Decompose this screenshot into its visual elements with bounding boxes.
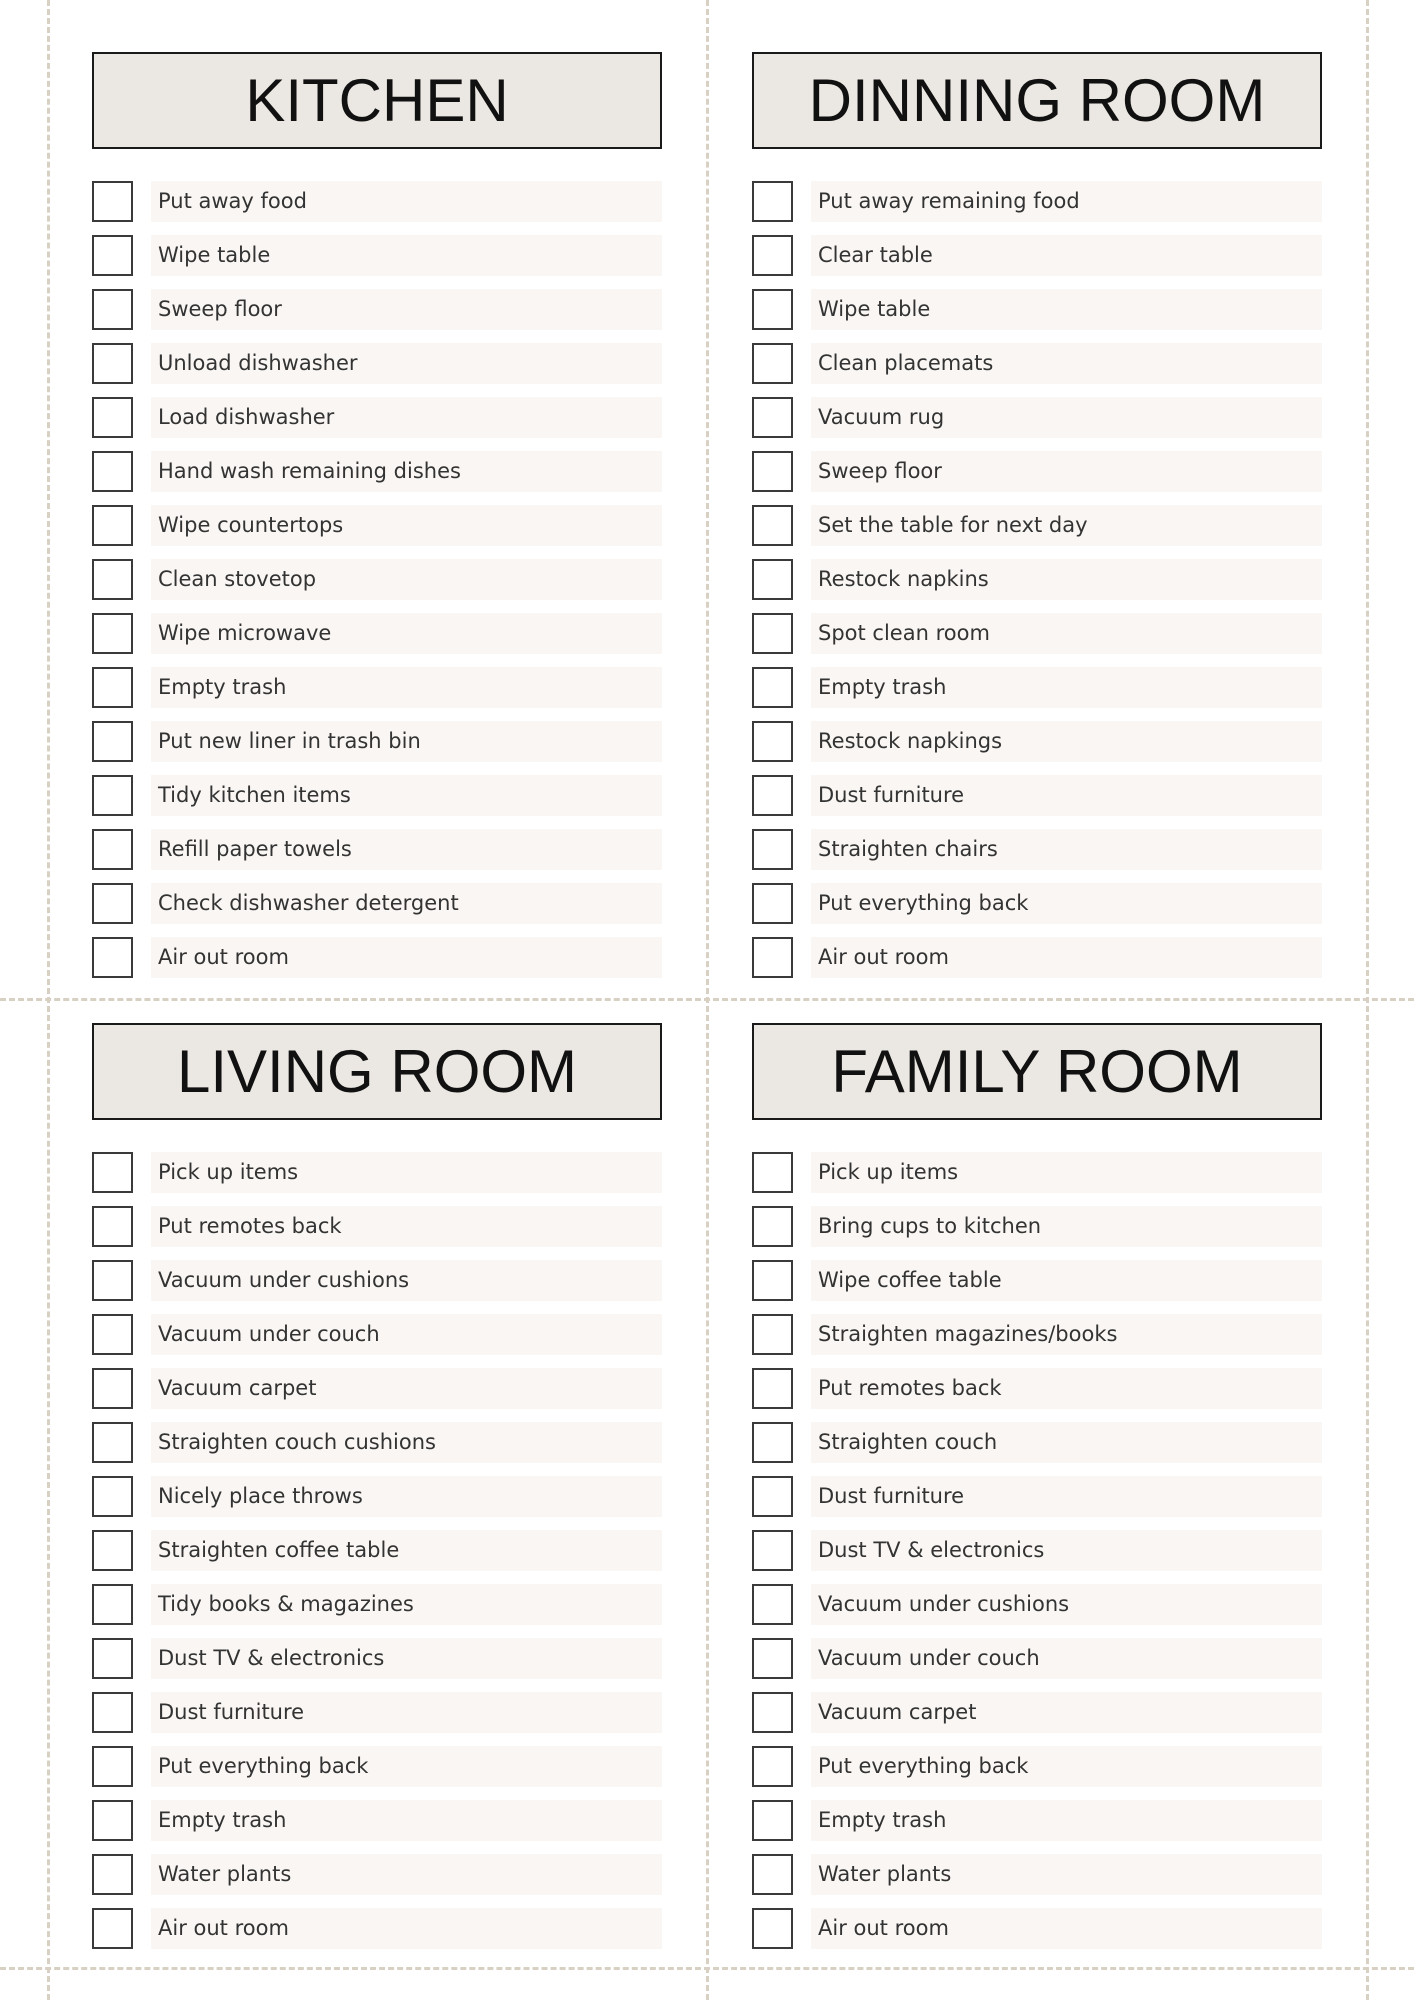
task-row — [92, 1793, 662, 1847]
task-row — [752, 1523, 1322, 1577]
task-label: Clear table — [811, 235, 1322, 276]
section-title: KITCHEN — [92, 52, 662, 149]
task-label: Set the table for next day — [811, 505, 1322, 546]
task-checkbox[interactable] — [92, 559, 133, 600]
task-checkbox[interactable] — [752, 1854, 793, 1895]
task-row — [752, 498, 1322, 552]
task-checkbox[interactable] — [92, 1692, 133, 1733]
task-label: Load dishwasher — [151, 397, 662, 438]
task-checkbox[interactable] — [92, 1206, 133, 1247]
task-row — [92, 228, 662, 282]
section-title: LIVING ROOM — [92, 1023, 662, 1120]
task-checkbox[interactable] — [752, 1368, 793, 1409]
task-checkbox[interactable] — [92, 1314, 133, 1355]
task-row — [92, 1523, 662, 1577]
task-list — [752, 1145, 1322, 1955]
task-label: Straighten couch — [811, 1422, 1322, 1463]
task-checkbox[interactable] — [92, 1476, 133, 1517]
task-row — [752, 822, 1322, 876]
task-label: Empty trash — [811, 1800, 1322, 1841]
task-checkbox[interactable] — [752, 1692, 793, 1733]
task-row — [752, 390, 1322, 444]
task-label: Dust furniture — [151, 1692, 662, 1733]
section-title: DINNING ROOM — [752, 52, 1322, 149]
task-checkbox[interactable] — [752, 235, 793, 276]
checklist-family-room — [752, 1023, 1322, 1955]
task-label: Wipe coffee table — [811, 1260, 1322, 1301]
task-label: Restock napkins — [811, 559, 1322, 600]
task-checkbox[interactable] — [752, 1746, 793, 1787]
task-label: Put away remaining food — [811, 181, 1322, 222]
task-label: Put remotes back — [811, 1368, 1322, 1409]
task-checkbox[interactable] — [752, 613, 793, 654]
task-row — [92, 1685, 662, 1739]
task-row — [752, 714, 1322, 768]
task-label: Vacuum under couch — [151, 1314, 662, 1355]
task-checkbox[interactable] — [92, 1908, 133, 1949]
task-row — [92, 822, 662, 876]
task-checkbox[interactable] — [752, 505, 793, 546]
task-label: Clean placemats — [811, 343, 1322, 384]
task-row — [92, 606, 662, 660]
task-label: Put everything back — [811, 1746, 1322, 1787]
task-row — [752, 228, 1322, 282]
task-label: Straighten magazines/books — [811, 1314, 1322, 1355]
task-row — [92, 336, 662, 390]
task-label: Wipe table — [811, 289, 1322, 330]
task-checkbox[interactable] — [752, 883, 793, 924]
task-label: Vacuum under cushions — [151, 1260, 662, 1301]
task-label: Bring cups to kitchen — [811, 1206, 1322, 1247]
task-checkbox[interactable] — [92, 1422, 133, 1463]
task-label: Tidy kitchen items — [151, 775, 662, 816]
task-row — [752, 1253, 1322, 1307]
task-checkbox[interactable] — [92, 1530, 133, 1571]
task-label: Vacuum under cushions — [811, 1584, 1322, 1625]
task-checkbox[interactable] — [92, 775, 133, 816]
task-row — [92, 1361, 662, 1415]
task-checkbox[interactable] — [752, 559, 793, 600]
task-row — [92, 444, 662, 498]
task-row — [92, 768, 662, 822]
task-checkbox[interactable] — [92, 613, 133, 654]
task-label: Put remotes back — [151, 1206, 662, 1247]
task-checkbox[interactable] — [752, 667, 793, 708]
task-label: Put everything back — [151, 1746, 662, 1787]
task-label: Water plants — [811, 1854, 1322, 1895]
task-row — [92, 282, 662, 336]
task-label: Pick up items — [811, 1152, 1322, 1193]
task-checkbox[interactable] — [92, 667, 133, 708]
task-checkbox[interactable] — [752, 289, 793, 330]
task-label: Dust TV & electronics — [811, 1530, 1322, 1571]
task-row — [752, 1577, 1322, 1631]
task-checkbox[interactable] — [92, 181, 133, 222]
task-row — [752, 1361, 1322, 1415]
task-label: Vacuum carpet — [811, 1692, 1322, 1733]
task-checkbox[interactable] — [92, 1152, 133, 1193]
task-row — [752, 1307, 1322, 1361]
task-row — [92, 1631, 662, 1685]
task-label: Straighten chairs — [811, 829, 1322, 870]
task-row — [752, 930, 1322, 984]
task-checkbox[interactable] — [92, 289, 133, 330]
checklist-kitchen — [92, 52, 662, 984]
task-checkbox[interactable] — [752, 451, 793, 492]
task-row — [752, 768, 1322, 822]
task-label: Hand wash remaining dishes — [151, 451, 662, 492]
task-row — [752, 1631, 1322, 1685]
task-checkbox[interactable] — [752, 721, 793, 762]
task-row — [92, 1307, 662, 1361]
task-label: Restock napkings — [811, 721, 1322, 762]
task-checkbox[interactable] — [92, 883, 133, 924]
task-label: Tidy books & magazines — [151, 1584, 662, 1625]
task-row — [92, 714, 662, 768]
task-label: Air out room — [811, 1908, 1322, 1949]
task-row — [752, 606, 1322, 660]
task-checkbox[interactable] — [752, 1530, 793, 1571]
task-row — [92, 552, 662, 606]
task-label: Vacuum rug — [811, 397, 1322, 438]
task-checkbox[interactable] — [92, 829, 133, 870]
task-label: Vacuum carpet — [151, 1368, 662, 1409]
task-label: Air out room — [151, 1908, 662, 1949]
task-row — [752, 1901, 1322, 1955]
task-checkbox[interactable] — [92, 1368, 133, 1409]
task-row — [752, 552, 1322, 606]
task-checkbox[interactable] — [92, 1800, 133, 1841]
task-row — [752, 336, 1322, 390]
task-checkbox[interactable] — [92, 1584, 133, 1625]
task-checkbox[interactable] — [752, 1314, 793, 1355]
task-row — [752, 1847, 1322, 1901]
task-row — [92, 1199, 662, 1253]
task-row — [752, 876, 1322, 930]
task-checkbox[interactable] — [92, 937, 133, 978]
task-label: Air out room — [811, 937, 1322, 978]
task-label: Dust furniture — [811, 1476, 1322, 1517]
cut-guide-horizontal-bottom — [0, 1967, 1414, 1970]
task-row — [92, 1469, 662, 1523]
task-checkbox[interactable] — [92, 1746, 133, 1787]
task-row — [92, 1253, 662, 1307]
task-label: Pick up items — [151, 1152, 662, 1193]
task-checkbox[interactable] — [92, 1260, 133, 1301]
task-row — [92, 1739, 662, 1793]
task-checkbox[interactable] — [92, 235, 133, 276]
task-checkbox[interactable] — [752, 1260, 793, 1301]
task-checkbox[interactable] — [752, 1800, 793, 1841]
task-checkbox[interactable] — [752, 1584, 793, 1625]
task-row — [752, 1145, 1322, 1199]
task-checkbox[interactable] — [752, 1638, 793, 1679]
task-checkbox[interactable] — [92, 451, 133, 492]
task-checkbox[interactable] — [92, 1854, 133, 1895]
task-label: Put new liner in trash bin — [151, 721, 662, 762]
task-checkbox[interactable] — [92, 397, 133, 438]
task-list — [752, 174, 1322, 984]
task-row — [752, 174, 1322, 228]
task-row — [752, 1739, 1322, 1793]
task-label: Water plants — [151, 1854, 662, 1895]
task-checkbox[interactable] — [752, 1152, 793, 1193]
task-checkbox[interactable] — [752, 1908, 793, 1949]
task-label: Spot clean room — [811, 613, 1322, 654]
task-checkbox[interactable] — [752, 775, 793, 816]
task-label: Nicely place throws — [151, 1476, 662, 1517]
task-row — [92, 660, 662, 714]
task-checkbox[interactable] — [92, 721, 133, 762]
task-checkbox[interactable] — [752, 1476, 793, 1517]
task-label: Vacuum under couch — [811, 1638, 1322, 1679]
section-title: FAMILY ROOM — [752, 1023, 1322, 1120]
task-row — [92, 1145, 662, 1199]
task-label: Empty trash — [811, 667, 1322, 708]
task-row — [752, 282, 1322, 336]
task-row — [752, 1415, 1322, 1469]
task-row — [92, 498, 662, 552]
task-label: Clean stovetop — [151, 559, 662, 600]
task-row — [92, 390, 662, 444]
task-checkbox[interactable] — [752, 1422, 793, 1463]
task-label: Wipe microwave — [151, 613, 662, 654]
task-row — [92, 1847, 662, 1901]
task-row — [92, 930, 662, 984]
task-label: Put everything back — [811, 883, 1322, 924]
task-row — [92, 1415, 662, 1469]
task-label: Wipe countertops — [151, 505, 662, 546]
task-checkbox[interactable] — [752, 343, 793, 384]
task-label: Air out room — [151, 937, 662, 978]
task-label: Sweep floor — [811, 451, 1322, 492]
task-checkbox[interactable] — [752, 1206, 793, 1247]
checklist-living-room — [92, 1023, 662, 1955]
task-label: Put away food — [151, 181, 662, 222]
task-label: Straighten couch cushions — [151, 1422, 662, 1463]
task-row — [752, 1685, 1322, 1739]
task-row — [752, 444, 1322, 498]
task-row — [92, 1577, 662, 1631]
task-checkbox[interactable] — [92, 1638, 133, 1679]
task-label: Dust TV & electronics — [151, 1638, 662, 1679]
task-list — [92, 1145, 662, 1955]
task-label: Straighten coffee table — [151, 1530, 662, 1571]
task-label: Check dishwasher detergent — [151, 883, 662, 924]
task-label: Empty trash — [151, 667, 662, 708]
task-row — [752, 660, 1322, 714]
task-row — [92, 174, 662, 228]
task-row — [92, 1901, 662, 1955]
task-row — [752, 1199, 1322, 1253]
cut-guide-horizontal-middle — [0, 998, 1414, 1001]
task-row — [752, 1793, 1322, 1847]
task-label: Unload dishwasher — [151, 343, 662, 384]
task-row — [92, 876, 662, 930]
task-checkbox[interactable] — [752, 937, 793, 978]
task-label: Empty trash — [151, 1800, 662, 1841]
task-checkbox[interactable] — [752, 829, 793, 870]
task-checkbox[interactable] — [752, 181, 793, 222]
task-row — [752, 1469, 1322, 1523]
task-label: Refill paper towels — [151, 829, 662, 870]
task-label: Dust furniture — [811, 775, 1322, 816]
task-checkbox[interactable] — [92, 343, 133, 384]
task-checkbox[interactable] — [92, 505, 133, 546]
task-label: Sweep floor — [151, 289, 662, 330]
task-list — [92, 174, 662, 984]
task-checkbox[interactable] — [752, 397, 793, 438]
checklist-dinning-room — [752, 52, 1322, 984]
task-label: Wipe table — [151, 235, 662, 276]
